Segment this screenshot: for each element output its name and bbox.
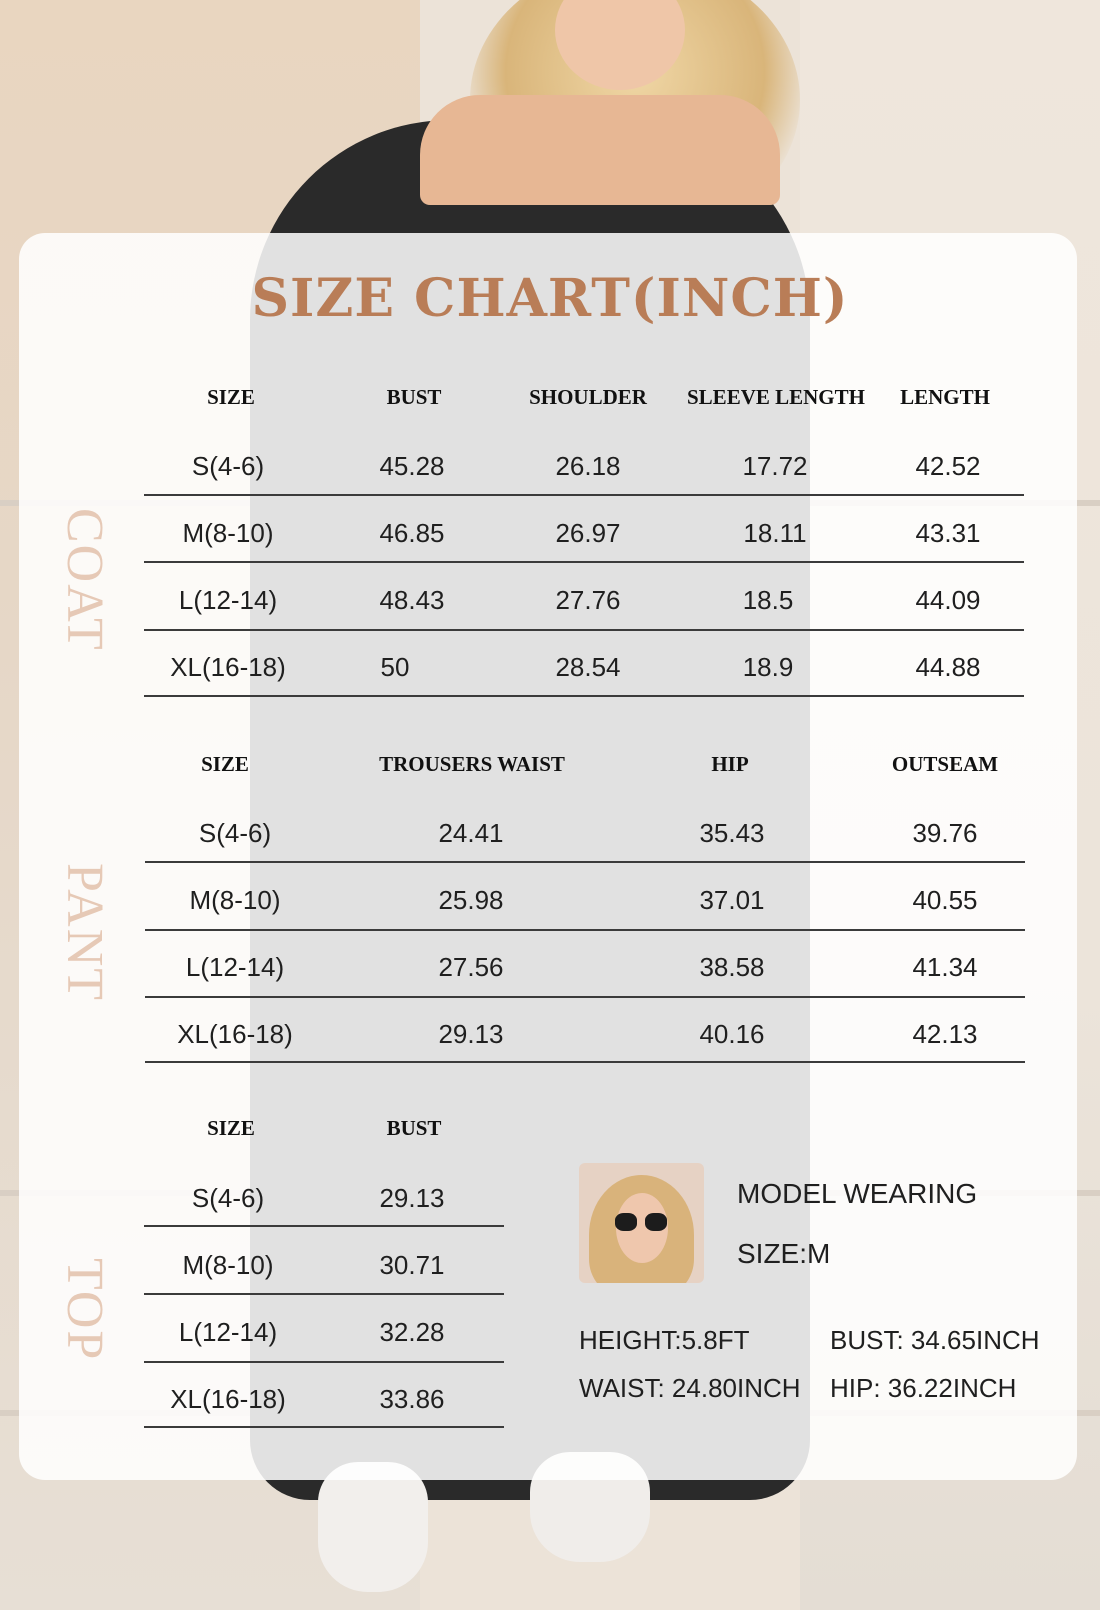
coat-cell-shoulder: 26.97 (555, 518, 621, 548)
top-cell-bust: 30.71 (379, 1250, 445, 1280)
coat-cell-bust: 45.28 (379, 451, 445, 481)
top-cell-size: L(12-14) (178, 1317, 278, 1347)
pant-cell-size: XL(16-18) (177, 1019, 293, 1049)
pant-header-trousers-waist: TROUSERS WAIST (379, 752, 565, 776)
coat-cell-length: 42.52 (915, 451, 981, 481)
coat-cell-size: XL(16-18) (170, 652, 286, 682)
coat-cell-sleeve: 18.11 (743, 518, 807, 548)
coat-cell-size: S(4-6) (191, 451, 265, 481)
pant-cell-outseam: 40.55 (912, 885, 978, 915)
pant-cell-hip: 35.43 (699, 818, 765, 848)
pant-cell-hip: 40.16 (699, 1019, 765, 1049)
model-thumbnail (579, 1163, 704, 1283)
coat-header-shoulder: SHOULDER (529, 385, 647, 409)
model-shoulders (420, 95, 780, 205)
pant-cell-waist: 27.56 (438, 952, 504, 982)
coat-cell-shoulder: 28.54 (555, 652, 621, 682)
model-size-label: SIZE:M (737, 1238, 831, 1269)
row-divider (144, 629, 1024, 631)
pant-cell-outseam: 41.34 (912, 952, 978, 982)
row-divider (144, 1361, 504, 1363)
coat-cell-size: L(12-14) (178, 585, 278, 615)
pant-header-hip: HIP (711, 752, 749, 776)
coat-header-sleeve-length: SLEEVE LENGTH (687, 385, 865, 409)
coat-cell-sleeve: 17.72 (742, 451, 808, 481)
model-waist: WAIST: 24.80INCH (579, 1373, 801, 1403)
coat-cell-length: 44.88 (915, 652, 981, 682)
coat-cell-length: 43.31 (915, 518, 981, 548)
model-wearing-label: MODEL WEARING (737, 1178, 978, 1209)
row-divider (145, 1061, 1025, 1063)
row-divider (144, 494, 1024, 496)
row-divider (144, 1225, 504, 1227)
row-divider (145, 929, 1025, 931)
pant-cell-outseam: 39.76 (912, 818, 978, 848)
pant-cell-waist: 24.41 (438, 818, 504, 848)
coat-cell-bust: 48.43 (379, 585, 445, 615)
model-bust: BUST: 34.65INCH (830, 1325, 1040, 1355)
coat-header-size: SIZE (207, 385, 255, 409)
pant-cell-waist: 25.98 (438, 885, 504, 915)
pant-cell-size: L(12-14) (185, 952, 285, 982)
top-header-bust: BUST (386, 1116, 442, 1140)
coat-cell-bust: 50 (380, 652, 410, 682)
coat-cell-shoulder: 27.76 (555, 585, 621, 615)
row-divider (144, 695, 1024, 697)
top-cell-bust: 32.28 (379, 1317, 445, 1347)
pant-cell-hip: 37.01 (699, 885, 765, 915)
model-shoe-left (318, 1462, 428, 1592)
top-cell-size: M(8-10) (182, 1250, 274, 1280)
top-header-size: SIZE (207, 1116, 255, 1140)
page-title: SIZE CHART(INCH) (251, 268, 849, 329)
model-height: HEIGHT:5.8FT (579, 1325, 750, 1355)
row-divider (145, 861, 1025, 863)
model-hip: HIP: 36.22INCH (830, 1373, 1017, 1403)
sunglasses-icon (645, 1213, 667, 1231)
row-divider (145, 996, 1025, 998)
top-cell-size: S(4-6) (191, 1183, 265, 1213)
row-divider (144, 1293, 504, 1295)
pant-cell-waist: 29.13 (438, 1019, 504, 1049)
coat-cell-sleeve: 18.9 (742, 652, 794, 682)
sunglasses-icon (615, 1213, 637, 1231)
top-cell-bust: 33.86 (379, 1384, 445, 1414)
row-divider (144, 1426, 504, 1428)
pant-header-outseam: OUTSEAM (891, 752, 999, 776)
coat-cell-sleeve: 18.5 (742, 585, 794, 615)
row-divider (144, 561, 1024, 563)
pant-cell-hip: 38.58 (699, 952, 765, 982)
pant-cell-size: S(4-6) (198, 818, 272, 848)
coat-cell-bust: 46.85 (379, 518, 445, 548)
coat-section-label: COAT (56, 508, 113, 652)
pant-section-label: PANT (56, 862, 113, 1002)
coat-header-length: LENGTH (900, 385, 990, 409)
coat-header-bust: BUST (386, 385, 442, 409)
coat-cell-size: M(8-10) (182, 518, 274, 548)
top-section-label: TOP (56, 1258, 113, 1362)
coat-cell-shoulder: 26.18 (555, 451, 621, 481)
pant-cell-size: M(8-10) (189, 885, 281, 915)
pant-header-size: SIZE (201, 752, 249, 776)
top-cell-bust: 29.13 (379, 1183, 445, 1213)
top-cell-size: XL(16-18) (170, 1384, 286, 1414)
coat-cell-length: 44.09 (915, 585, 981, 615)
pant-cell-outseam: 42.13 (912, 1019, 978, 1049)
